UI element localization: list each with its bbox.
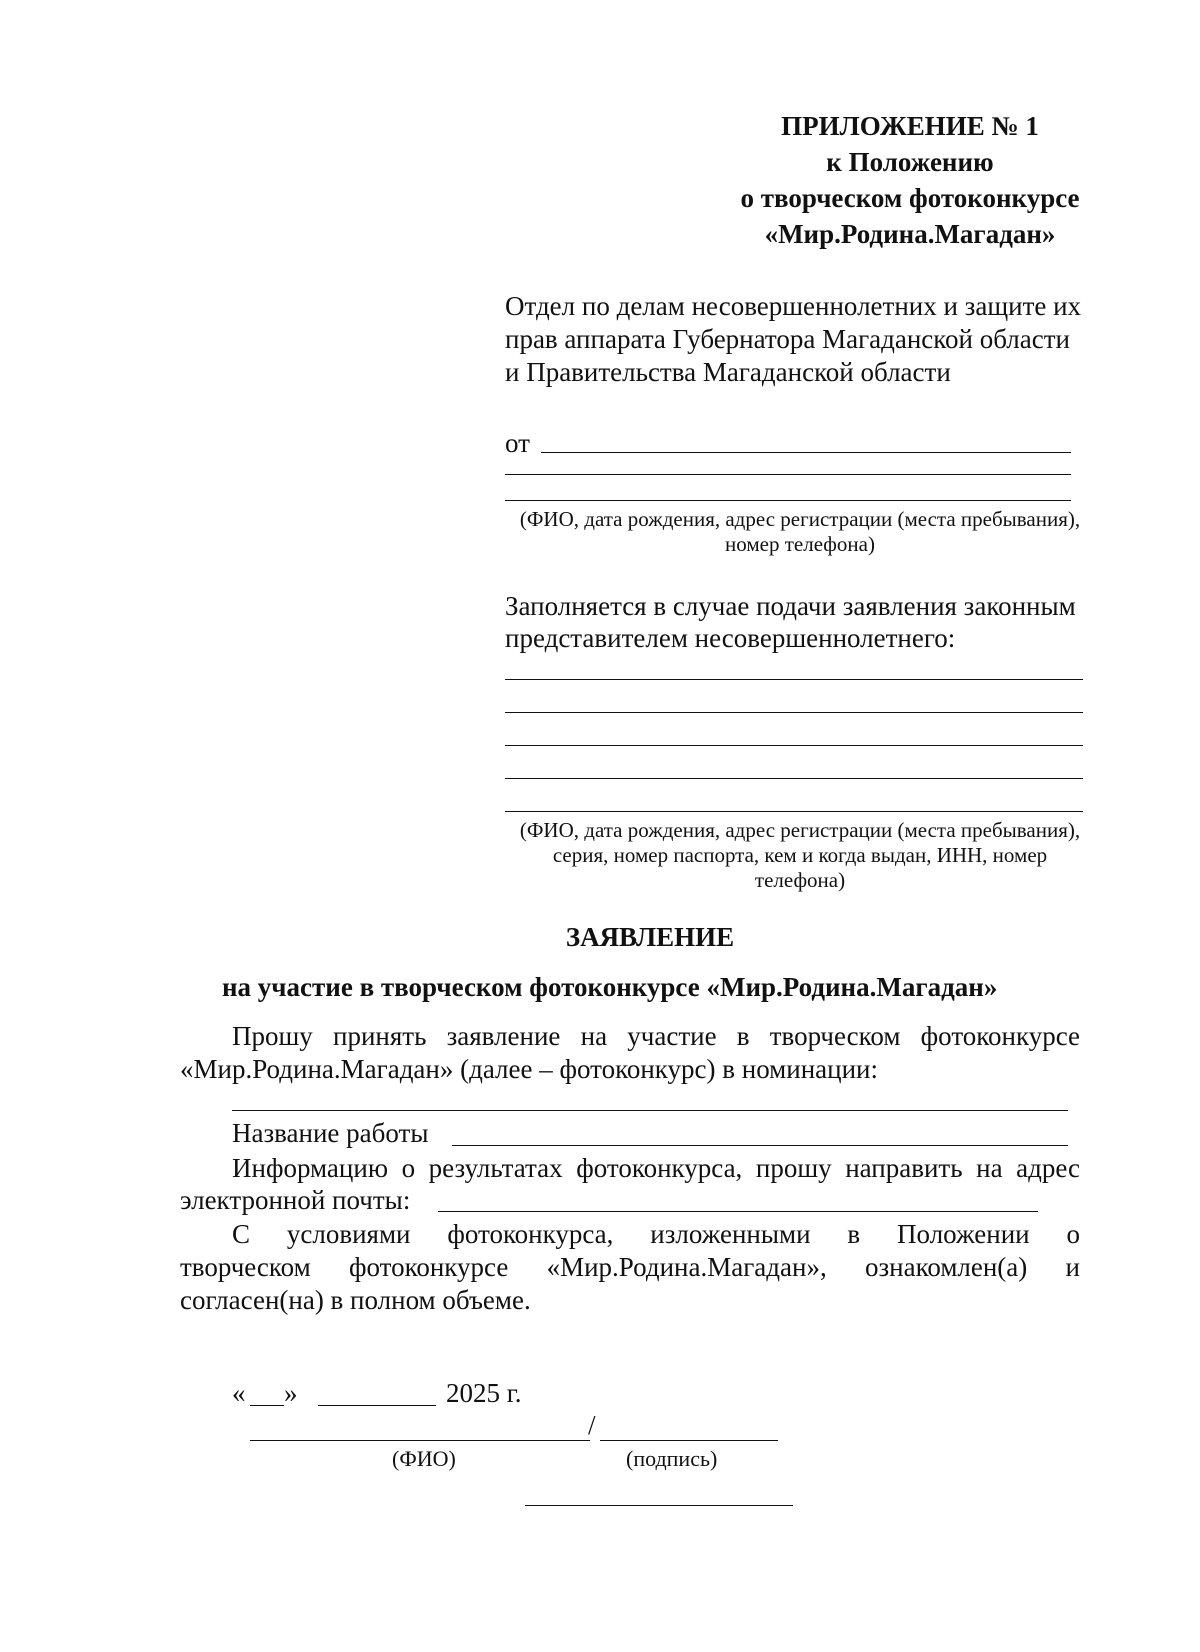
signature-field-line[interactable]: [600, 1440, 778, 1441]
representative-field-line[interactable]: [505, 679, 1083, 680]
addressee-block: [505, 290, 1081, 389]
caption-line: телефона): [754, 868, 846, 892]
representative-field-line[interactable]: [505, 712, 1083, 713]
caption-line: серия, номер паспорта, кем и когда выдан, ИНН, номер: [552, 843, 1048, 867]
application-request-cont: «Мир.Родина.Магадан» (далее – фотоконкурс) в номинации:: [180, 1054, 878, 1084]
signature-slash: /: [588, 1410, 596, 1440]
document-title: ЗАЯВЛЕНИЕ: [565, 922, 735, 952]
signature-caption: (подпись): [626, 1446, 718, 1471]
note-line: представителем несовершеннолетнего:: [505, 623, 956, 653]
appendix-contest-name: «Мир.Родина.Магадан»: [764, 219, 1056, 249]
representative-field-line[interactable]: [505, 811, 1083, 812]
nomination-field-line[interactable]: [232, 1110, 1068, 1111]
addressee-line: прав аппарата Губернатора Магаданской области: [505, 324, 1070, 354]
email-request: Информацию о результатах фотоконкурса, прошу направить на адрес: [232, 1153, 1080, 1183]
appendix-reference: к Положению: [826, 147, 994, 177]
date-close-quote: »: [284, 1378, 298, 1408]
from-label: от: [505, 428, 530, 458]
date-open-quote: «: [232, 1378, 246, 1408]
document-subtitle: на участие в творческом фотоконкурсе «Мир.Родина.Магадан»: [222, 972, 998, 1002]
application-request: Прошу принять заявление на участие в творческом фотоконкурсе: [232, 1021, 1080, 1051]
email-field-line[interactable]: [438, 1211, 1038, 1212]
terms-text: С условиями фотоконкурса, изложенными в Положении о: [232, 1219, 1080, 1249]
date-year: 2025 г.: [446, 1378, 522, 1408]
terms-text: творческом фотоконкурсе «Мир.Родина.Магадан», ознакомлен(а) и: [180, 1252, 1080, 1282]
fio-caption: (ФИО): [392, 1446, 456, 1471]
representative-caption: [480, 818, 1120, 893]
appendix-header: [640, 108, 1180, 252]
caption-line: (ФИО, дата рождения, адрес регистрации (места пребывания),: [519, 507, 1081, 531]
date-month-field[interactable]: [318, 1405, 436, 1406]
addressee-line: Отдел по делам несовершеннолетних и защите их: [505, 291, 1082, 321]
work-name-field-line[interactable]: [452, 1145, 1068, 1146]
addressee-line: и Правительства Магаданской области: [505, 357, 951, 387]
representative-field-line[interactable]: [505, 745, 1083, 746]
representative-field-line[interactable]: [505, 778, 1083, 779]
terms-text: согласен(на) в полном объеме.: [180, 1285, 531, 1315]
date-day-field[interactable]: [250, 1405, 284, 1406]
applicant-field-line[interactable]: [505, 500, 1071, 501]
appendix-regulation: о творческом фотоконкурсе: [740, 183, 1080, 213]
fio-field-line[interactable]: [250, 1440, 590, 1441]
applicant-field-line[interactable]: [505, 474, 1071, 475]
work-name-label: Название работы: [232, 1118, 429, 1148]
representative-note: [505, 590, 1076, 654]
extra-signature-line[interactable]: [525, 1505, 793, 1506]
note-line: Заполняется в случае подачи заявления законным: [505, 591, 1076, 621]
email-label: электронной почты:: [180, 1185, 411, 1215]
caption-line: номер телефона): [725, 532, 875, 556]
applicant-field-line[interactable]: [541, 452, 1071, 453]
caption-line: (ФИО, дата рождения, адрес регистрации (места пребывания),: [519, 818, 1081, 842]
applicant-caption: [480, 507, 1120, 557]
appendix-number: ПРИЛОЖЕНИЕ № 1: [781, 111, 1039, 141]
